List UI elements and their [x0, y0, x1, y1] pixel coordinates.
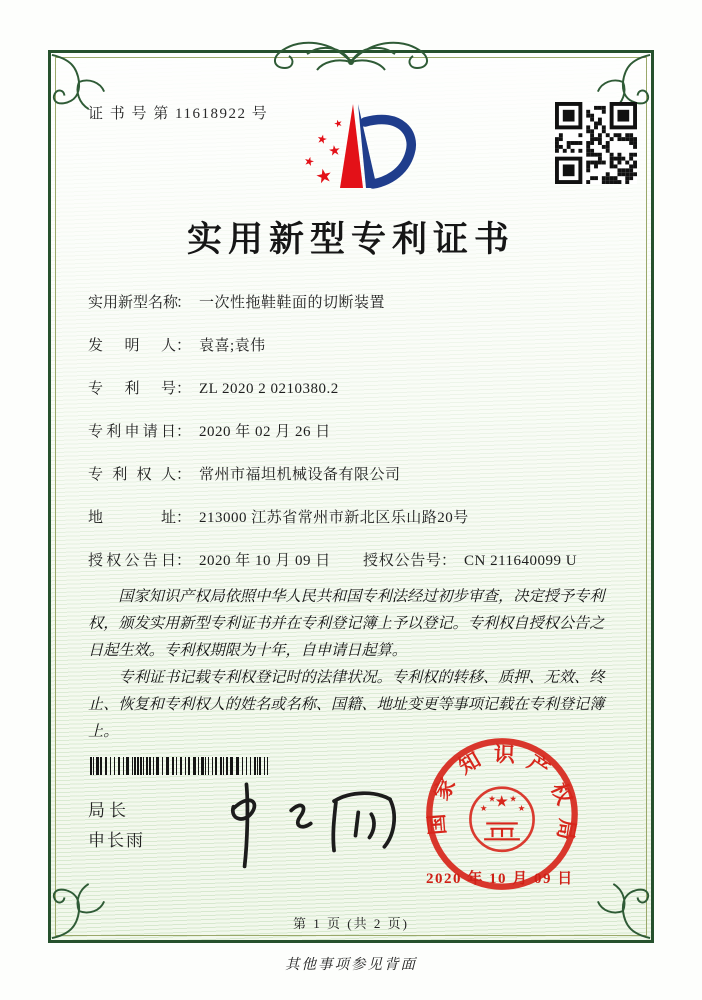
field-row-patentee [88, 463, 618, 485]
barcode [90, 757, 272, 775]
national-emblem-icon [470, 788, 533, 851]
director-title-label: 局长 [88, 801, 130, 820]
field-row-filing-date [88, 420, 618, 442]
field-group-grant-no [363, 549, 577, 570]
logo-star-icon: ★ [332, 117, 345, 131]
field-label: 授权公告日 [88, 553, 176, 569]
field-colon: ： [176, 295, 192, 311]
field-colon: ： [176, 510, 192, 526]
field-label: 专利申请日 [88, 424, 176, 440]
field-colon: ： [176, 553, 192, 569]
field-colon: ： [176, 381, 192, 397]
page-number: 第 1 页 (共 2 页) [293, 916, 409, 931]
certificate-title: 实用新型专利证书 [186, 220, 515, 259]
svg-text:★: ★ [479, 802, 488, 813]
logo-star-icon: ★ [302, 153, 317, 170]
field-row-inventor [88, 334, 618, 356]
field-row-name [88, 291, 618, 313]
field-value: CN 211640099 U [464, 553, 578, 569]
certificate-number: 证 书 号 第 11618922 号 [88, 106, 269, 122]
field-value: 2020 年 02 月 26 日 [199, 424, 331, 440]
svg-text:★: ★ [517, 802, 526, 813]
field-row-grant [88, 549, 618, 571]
field-value: 一次性拖鞋鞋面的切断装置 [199, 295, 386, 311]
logo-star-icon: ★ [315, 131, 329, 148]
field-row-address [88, 506, 618, 528]
svg-text:★: ★ [488, 793, 496, 804]
legal-paragraph-2: 专利证书记载专利权登记时的法律状况。专利权的转移、质押、无效、终止、恢复和专利权人的姓名或名称、国籍、地址变更等事项记载在专利登记簿上。 [88, 669, 605, 740]
cnipa-logo [283, 90, 425, 204]
field-value: ZL 2020 2 0210380.2 [199, 381, 339, 397]
logo-star-icon: ★ [327, 142, 342, 160]
field-label: 实用新型名称 [88, 295, 179, 311]
back-side-note: 其他事项参见背面 [285, 957, 417, 973]
qr-code [555, 102, 637, 184]
director-name-label: 申长雨 [88, 831, 145, 850]
field-value: 2020 年 10 月 09 日 [199, 553, 331, 569]
field-value: 袁喜;袁伟 [199, 338, 266, 354]
svg-text:★: ★ [509, 793, 517, 804]
seal-date: 2020 年 10 月 09 日 [426, 871, 574, 887]
fields-section [88, 291, 618, 592]
field-label: 地址 [88, 510, 176, 526]
field-label: 专利权人 [88, 467, 176, 483]
field-colon: ： [176, 338, 192, 354]
legal-text-section [88, 583, 619, 745]
field-colon: ： [441, 553, 457, 569]
field-value: 常州市福坦机械设备有限公司 [199, 467, 401, 483]
field-value: 213000 江苏省常州市新北区乐山路20号 [199, 510, 469, 526]
field-row-patent-no [88, 377, 618, 399]
logo-star-icon: ★ [313, 163, 335, 189]
field-label: 发明人 [88, 338, 176, 354]
legal-paragraph-1: 国家知识产权局依照中华人民共和国专利法经过初步审查，决定授予专利权，颁发实用新型专利证书并在专利登记簿上予以登记。专利权自授权公告之日起生效。专利权期限为十年，自申请日起算。 [88, 588, 605, 659]
director-signature [198, 776, 403, 871]
field-colon: ： [176, 424, 192, 440]
field-label: 授权公告号 [363, 553, 441, 569]
svg-text:★: ★ [494, 791, 509, 811]
field-label: 专利号 [88, 381, 176, 397]
seal-text: 国家知识产权局 [424, 742, 580, 842]
field-colon: ： [176, 467, 192, 483]
